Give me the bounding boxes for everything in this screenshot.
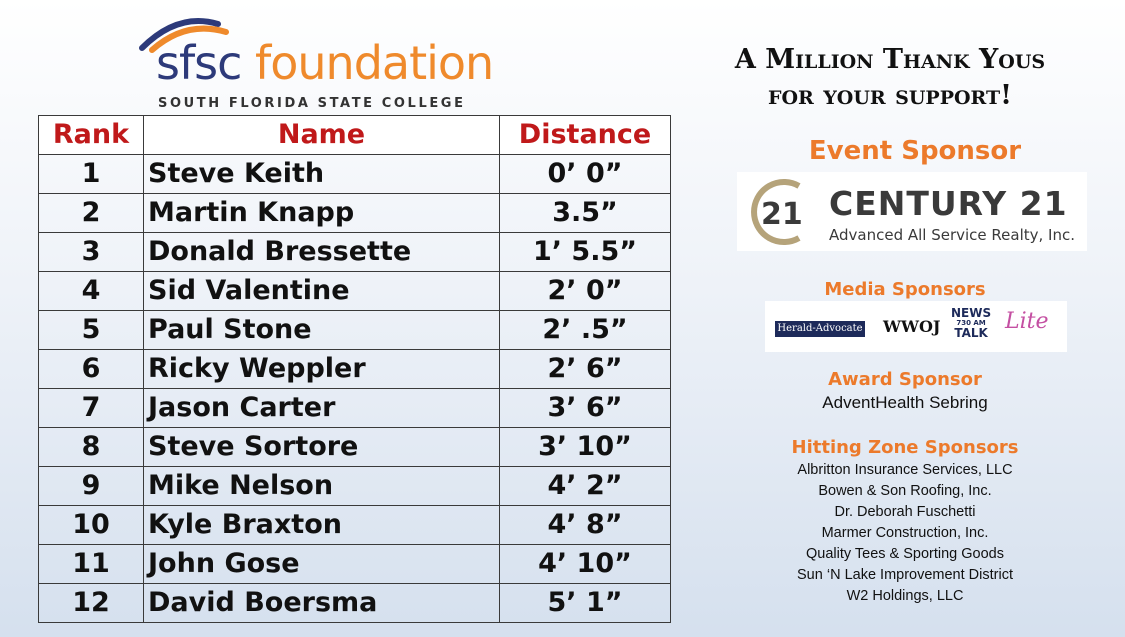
rank-cell: 4 [39, 272, 144, 311]
table-row [39, 155, 671, 194]
logo-subtitle: SOUTH FLORIDA STATE COLLEGE [158, 96, 466, 111]
list-item: Bowen & Son Roofing, Inc. [818, 483, 992, 499]
rank-cell: 1 [39, 155, 144, 194]
table-row [39, 194, 671, 233]
century21-logo [737, 172, 1087, 251]
distance-cell: 5’ 1” [500, 584, 671, 623]
distance-cell: 3.5” [500, 194, 671, 233]
header-name: Name [144, 116, 500, 155]
thank-you-heading [700, 42, 1080, 114]
thank-you-line-1: A Million Thank Yous [734, 44, 1046, 75]
table-row [39, 311, 671, 350]
logo-foundation-text: foundation [255, 36, 494, 90]
herald-advocate-logo: Herald-Advocate [775, 321, 865, 337]
table-row [39, 233, 671, 272]
rank-cell: 9 [39, 467, 144, 506]
table-row [39, 272, 671, 311]
list-item: Albritton Insurance Services, LLC [797, 462, 1013, 478]
rank-cell: 8 [39, 428, 144, 467]
news-talk-line-1: NEWS [951, 306, 992, 320]
rank-cell: 6 [39, 350, 144, 389]
list-item: W2 Holdings, LLC [846, 588, 964, 604]
results-table [38, 115, 671, 623]
century21-seal-icon [743, 178, 819, 246]
rank-cell: 3 [39, 233, 144, 272]
wwoj-logo: WWOJ [883, 317, 941, 336]
table-row [39, 350, 671, 389]
name-cell: Donald Bressette [144, 233, 500, 272]
lite-logo: Lite [1005, 309, 1049, 334]
distance-cell: 3’ 10” [500, 428, 671, 467]
name-cell: Martin Knapp [144, 194, 500, 233]
distance-cell: 3’ 6” [500, 389, 671, 428]
table-row [39, 389, 671, 428]
rank-cell: 7 [39, 389, 144, 428]
name-cell: Kyle Braxton [144, 506, 500, 545]
distance-cell: 4’ 2” [500, 467, 671, 506]
table-row [39, 506, 671, 545]
name-cell: Steve Keith [144, 155, 500, 194]
name-cell: Sid Valentine [144, 272, 500, 311]
sfsc-foundation-logo [138, 14, 498, 111]
news-talk-logo [951, 307, 991, 339]
name-cell: John Gose [144, 545, 500, 584]
award-sponsor-name: AdventHealth Sebring [822, 393, 988, 412]
header-rank: Rank [39, 116, 144, 155]
distance-cell: 1’ 5.5” [500, 233, 671, 272]
table-row [39, 467, 671, 506]
logo-sfsc-text: sfsc [156, 36, 242, 90]
table-row [39, 584, 671, 623]
name-cell: Mike Nelson [144, 467, 500, 506]
list-item: Marmer Construction, Inc. [821, 525, 989, 541]
table-header-row [39, 116, 671, 155]
name-cell: Paul Stone [144, 311, 500, 350]
media-sponsor-logos [765, 301, 1067, 352]
distance-cell: 4’ 10” [500, 545, 671, 584]
century21-title: CENTURY 21 [829, 184, 1068, 223]
rank-cell: 11 [39, 545, 144, 584]
rank-cell: 12 [39, 584, 144, 623]
thank-you-line-2: for your support! [768, 80, 1012, 111]
name-cell: Steve Sortore [144, 428, 500, 467]
hitting-zone-list [760, 460, 1050, 607]
distance-cell: 0’ 0” [500, 155, 671, 194]
award-sponsor-label: Award Sponsor [828, 369, 982, 390]
distance-cell: 4’ 8” [500, 506, 671, 545]
hitting-zone-label: Hitting Zone Sponsors [791, 437, 1019, 458]
list-item: Sun ‘N Lake Improvement District [797, 567, 1013, 583]
list-item: Quality Tees & Sporting Goods [805, 546, 1004, 562]
news-talk-line-3: TALK [954, 326, 988, 340]
logo-wordmark [156, 36, 494, 90]
century21-subtitle: Advanced All Service Realty, Inc. [829, 226, 1076, 244]
event-sponsor-label: Event Sponsor [808, 136, 1022, 166]
news-talk-line-2: 730 AM [956, 319, 986, 327]
name-cell: David Boersma [144, 584, 500, 623]
distance-cell: 2’ 6” [500, 350, 671, 389]
table-row [39, 428, 671, 467]
distance-cell: 2’ .5” [500, 311, 671, 350]
rank-cell: 10 [39, 506, 144, 545]
header-distance: Distance [500, 116, 671, 155]
media-sponsors-label: Media Sponsors [824, 279, 986, 300]
table-row [39, 545, 671, 584]
name-cell: Jason Carter [144, 389, 500, 428]
distance-cell: 2’ 0” [500, 272, 671, 311]
rank-cell: 5 [39, 311, 144, 350]
name-cell: Ricky Weppler [144, 350, 500, 389]
rank-cell: 2 [39, 194, 144, 233]
century21-seal-text: 21 [761, 197, 803, 232]
list-item: Dr. Deborah Fuschetti [834, 504, 976, 520]
